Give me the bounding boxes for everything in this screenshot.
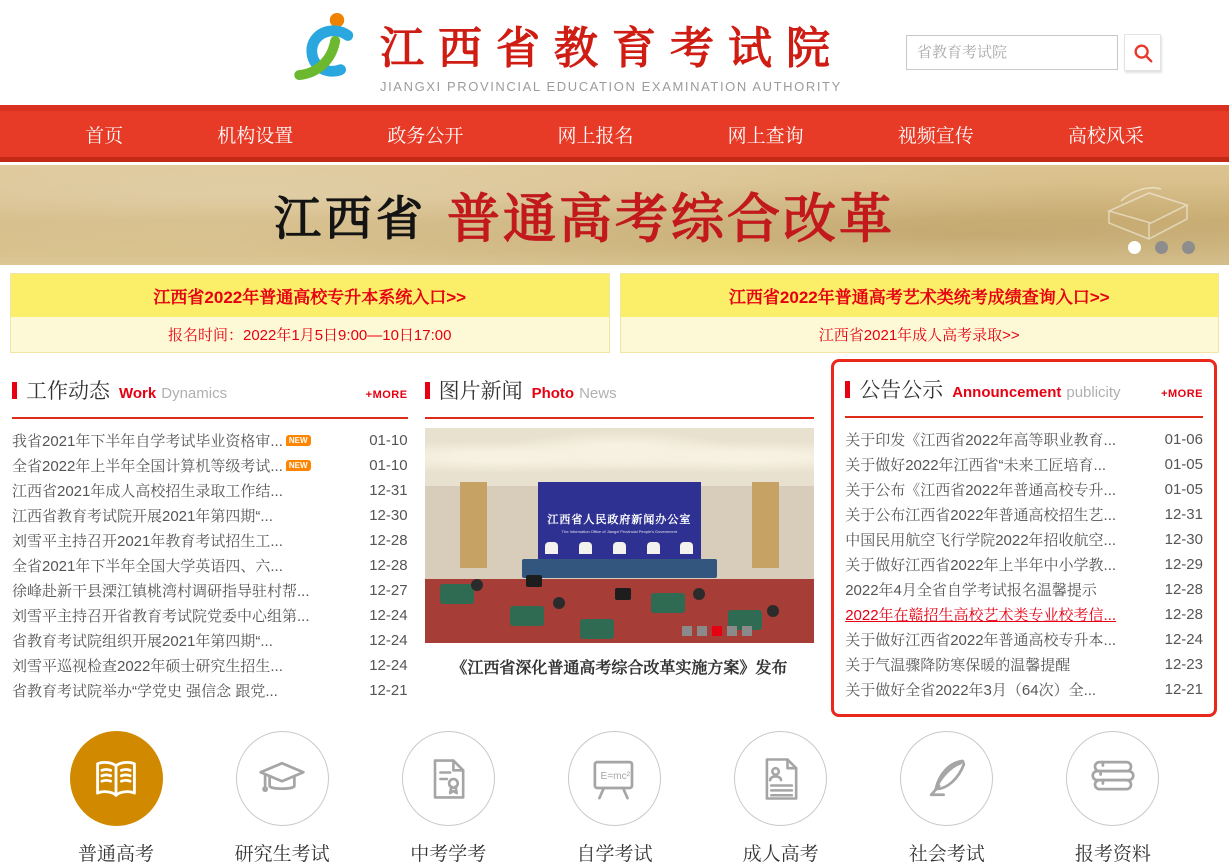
quick-link-social-exam[interactable] — [883, 731, 1011, 866]
news-title[interactable]: 关于印发《江西省2022年高等职业教育... — [845, 432, 1117, 449]
notice-right-title[interactable]: 江西省2022年普通高考艺术类统考成绩查询入口>> — [621, 274, 1219, 317]
news-title[interactable]: 刘雪平主持召开省教育考试院党委中心组第... — [12, 608, 310, 625]
news-title[interactable]: 刘雪平巡视检查2022年硕士研究生招生... — [12, 658, 283, 675]
list-item[interactable] — [845, 602, 1203, 627]
quick-link-graduate-exam[interactable] — [218, 731, 346, 866]
carousel-dot[interactable] — [1128, 241, 1141, 254]
quick-link-zhongkao[interactable] — [384, 731, 512, 866]
photo-chair — [580, 619, 614, 639]
notice-left[interactable] — [10, 273, 610, 353]
list-item[interactable] — [845, 677, 1203, 702]
nav-item-organization[interactable]: 机构设置 — [217, 125, 294, 147]
book-stack-icon — [1086, 752, 1140, 806]
photo-carousel-square[interactable] — [742, 626, 752, 636]
list-item[interactable] — [12, 603, 408, 628]
list-item[interactable] — [12, 453, 408, 478]
photo-curtain — [460, 482, 487, 568]
work-dynamics-title: 工作动态 — [26, 380, 110, 403]
news-date: 01-06 — [1164, 431, 1203, 448]
section-accent-bar — [845, 381, 850, 398]
nav-item-university-style[interactable]: 高校风采 — [1067, 125, 1144, 147]
photo-camera — [526, 575, 542, 587]
news-title[interactable]: 中国民用航空飞行学院2022年招收航空... — [845, 532, 1117, 549]
site-title: 江西省教育考试院 — [380, 23, 844, 73]
work-dynamics-more-link[interactable]: +MORE — [365, 389, 408, 401]
news-title[interactable]: 省教育考试院组织开展2021年第四期“... — [12, 633, 273, 650]
nav-item-gov-affairs[interactable]: 政务公开 — [387, 125, 464, 147]
news-title[interactable]: 刘雪平主持召开2021年教育考试招生工... — [12, 533, 283, 550]
news-title[interactable]: 省教育考试院举办“学党史 强信念 跟党... — [12, 683, 278, 700]
list-item[interactable] — [845, 552, 1203, 577]
news-date: 12-30 — [1164, 531, 1203, 548]
photo-curtain — [752, 482, 779, 568]
quick-link-label: 中考学考 — [410, 844, 487, 865]
news-date: 01-05 — [1164, 456, 1203, 473]
section-accent-bar — [425, 382, 430, 399]
list-item[interactable] — [845, 452, 1203, 477]
list-item[interactable] — [12, 628, 408, 653]
news-date: 12-24 — [369, 607, 408, 624]
photo-camera — [615, 588, 631, 600]
photo-carousel-square[interactable] — [712, 626, 722, 636]
list-item[interactable] — [845, 527, 1203, 552]
resume-icon — [755, 753, 807, 805]
news-title[interactable]: 江西省2021年成人高校招生录取工作结... — [12, 483, 283, 500]
notice-right[interactable] — [620, 273, 1220, 353]
work-dynamics-title-en: Work — [119, 385, 157, 402]
nav-item-online-registration[interactable]: 网上报名 — [557, 125, 634, 147]
news-title[interactable]: 2022年4月全省自学考试报名温馨提示 — [845, 582, 1097, 599]
photo-chair — [651, 593, 685, 613]
main-nav — [0, 105, 1229, 162]
news-title[interactable]: 徐峰赴新干县溧江镇桃湾村调研指导驻村帮... — [12, 583, 310, 600]
photo-backdrop-text-en: The Information Office of Jiangxi Provincial People's Government — [561, 528, 678, 534]
photo-carousel-square[interactable] — [697, 626, 707, 636]
news-date: 12-28 — [1164, 581, 1203, 598]
announcements-title: 公告公示 — [859, 379, 944, 402]
quick-link-gaokao[interactable] — [52, 731, 180, 866]
photo-person-head — [553, 597, 565, 609]
work-dynamics-title-en2: Dynamics — [161, 385, 228, 402]
work-dynamics-list — [12, 419, 408, 703]
news-date: 12-24 — [369, 657, 408, 674]
news-title[interactable]: 关于气温骤降防寒保暖的温馨提醒 — [845, 657, 1071, 674]
quick-link-adult-gaokao[interactable] — [717, 731, 845, 866]
photo-carousel-squares — [682, 626, 752, 636]
news-date: 12-31 — [1164, 506, 1203, 523]
photo-news-image[interactable] — [425, 428, 815, 643]
new-badge: NEW — [286, 460, 311, 471]
news-date: 12-29 — [1164, 556, 1203, 573]
site-logo[interactable] — [292, 9, 844, 97]
news-date: 01-10 — [369, 457, 408, 474]
quick-link-label: 报考资料 — [1074, 844, 1151, 865]
notice-left-subtitle[interactable]: 报名时间：2022年1月5日9:00—10日17:00 — [11, 317, 609, 352]
news-date: 12-24 — [1164, 631, 1203, 648]
list-item[interactable] — [845, 502, 1203, 527]
news-title[interactable]: 关于公布《江西省2022年普通高校专升... — [845, 482, 1117, 499]
search-button[interactable] — [1124, 34, 1161, 71]
quick-link-label: 自学考试 — [576, 844, 653, 865]
photo-table — [522, 559, 717, 578]
announcements-title-en: Announcement — [952, 384, 1062, 401]
photo-news-caption[interactable]: 《江西省深化普通高考综合改革实施方案》发布 — [451, 660, 788, 677]
news-title[interactable]: 关于做好江西省2022年上半年中小学教... — [845, 557, 1117, 574]
list-item[interactable] — [12, 553, 408, 578]
notice-right-subtitle[interactable]: 江西省2021年成人高考录取>> — [621, 317, 1219, 352]
logo-mark-icon — [292, 9, 364, 97]
certificate-icon — [422, 753, 474, 805]
list-item[interactable] — [12, 578, 408, 603]
open-book-icon — [90, 753, 142, 805]
list-item[interactable] — [845, 577, 1203, 602]
list-item[interactable] — [12, 478, 408, 503]
hero-carousel[interactable] — [0, 165, 1229, 265]
announcements-list — [845, 418, 1203, 702]
site-title-en: JIANGXI PROVINCIAL EDUCATION EXAMINATION AUTHORITY — [380, 78, 842, 94]
news-title[interactable]: 关于做好全省2022年3月（64次）全... — [845, 682, 1097, 699]
list-item[interactable] — [12, 503, 408, 528]
search-icon — [1132, 42, 1154, 64]
news-date: 12-24 — [369, 632, 408, 649]
list-item[interactable] — [845, 627, 1203, 652]
news-date: 12-28 — [1164, 606, 1203, 623]
news-date: 12-28 — [369, 557, 408, 574]
notice-left-title[interactable]: 江西省2022年普通高校专升本系统入口>> — [11, 274, 609, 317]
news-title[interactable]: 全省2021年下半年全国大学英语四、六... — [12, 558, 283, 575]
photo-chair — [440, 584, 474, 604]
svg-text:E=mc²: E=mc² — [600, 770, 631, 782]
news-date: 12-30 — [369, 507, 408, 524]
news-title[interactable]: 江西省教育考试院开展2021年第四期“... — [12, 508, 273, 525]
list-item[interactable] — [12, 428, 408, 453]
news-title[interactable]: 关于公布江西省2022年普通高校招生艺... — [845, 507, 1117, 524]
quick-link-label: 研究生考试 — [234, 844, 330, 865]
notice-bar — [10, 273, 1219, 353]
quick-link-self-study-exam[interactable] — [550, 731, 678, 866]
news-date: 12-23 — [1164, 656, 1203, 673]
news-title[interactable]: 关于做好江西省2022年普通高校专升本... — [845, 632, 1117, 649]
list-item[interactable] — [12, 678, 408, 703]
quick-link-exam-materials[interactable] — [1049, 731, 1177, 866]
news-date: 12-28 — [369, 532, 408, 549]
announcements-title-en2: publicity — [1066, 384, 1121, 401]
carousel-dot[interactable] — [1155, 241, 1168, 254]
photo-ceiling — [425, 428, 815, 486]
list-item[interactable] — [845, 477, 1203, 502]
photo-speakers — [545, 542, 693, 554]
section-accent-bar — [12, 382, 17, 399]
news-title[interactable]: 2022年在赣招生高校艺术类专业校考信... — [845, 607, 1117, 624]
quill-icon — [920, 752, 974, 806]
news-title[interactable]: 全省2022年上半年全国计算机等级考试... NEW — [12, 455, 361, 476]
carousel-dots — [1128, 241, 1195, 254]
blackboard-icon — [587, 752, 641, 806]
photo-chair — [510, 606, 544, 626]
announcements-more-link[interactable]: +MORE — [1161, 388, 1203, 400]
photo-news-title-en2: News — [579, 385, 617, 402]
header — [0, 0, 1229, 105]
list-item[interactable] — [12, 653, 408, 678]
list-item[interactable] — [12, 528, 408, 553]
quick-link-label: 社会考试 — [908, 844, 985, 865]
section-announcements-highlighted — [831, 359, 1217, 717]
banner-text-reform: 普通高考综合改革 — [447, 190, 895, 249]
news-date: 12-31 — [369, 482, 408, 499]
new-badge: NEW — [286, 435, 311, 446]
nav-item-video[interactable]: 视频宣传 — [897, 125, 974, 147]
quick-links — [0, 717, 1229, 866]
nav-item-online-query[interactable]: 网上查询 — [727, 125, 804, 147]
list-item[interactable] — [845, 652, 1203, 677]
banner-text-province: 江西省 — [274, 191, 427, 245]
graduation-cap-icon — [255, 752, 309, 806]
photo-news-title: 图片新闻 — [438, 380, 523, 403]
section-work-dynamics — [12, 363, 408, 703]
quick-link-label: 普通高考 — [77, 844, 154, 865]
carousel-dot[interactable] — [1182, 241, 1195, 254]
news-date: 01-10 — [369, 432, 408, 449]
nav-item-home[interactable]: 首页 — [85, 125, 124, 147]
list-item[interactable] — [845, 427, 1203, 452]
search-input[interactable] — [906, 35, 1118, 70]
news-title[interactable]: 我省2021年下半年自学考试毕业资格审... NEW — [12, 430, 361, 451]
quick-link-label: 成人高考 — [742, 844, 819, 865]
section-photo-news — [425, 363, 815, 678]
photo-news-title-en: Photo — [531, 385, 575, 402]
site-search — [906, 34, 1161, 71]
news-date: 12-21 — [1164, 681, 1203, 698]
news-date: 12-21 — [369, 682, 408, 699]
photo-carousel-square[interactable] — [727, 626, 737, 636]
photo-backdrop-text: 江西省人民政府新闻办公室 — [547, 513, 692, 526]
news-title[interactable]: 关于做好2022年江西省“未来工匠培育... — [845, 457, 1107, 474]
news-date: 01-05 — [1164, 481, 1203, 498]
photo-carousel-square[interactable] — [682, 626, 692, 636]
news-date: 12-27 — [369, 582, 408, 599]
